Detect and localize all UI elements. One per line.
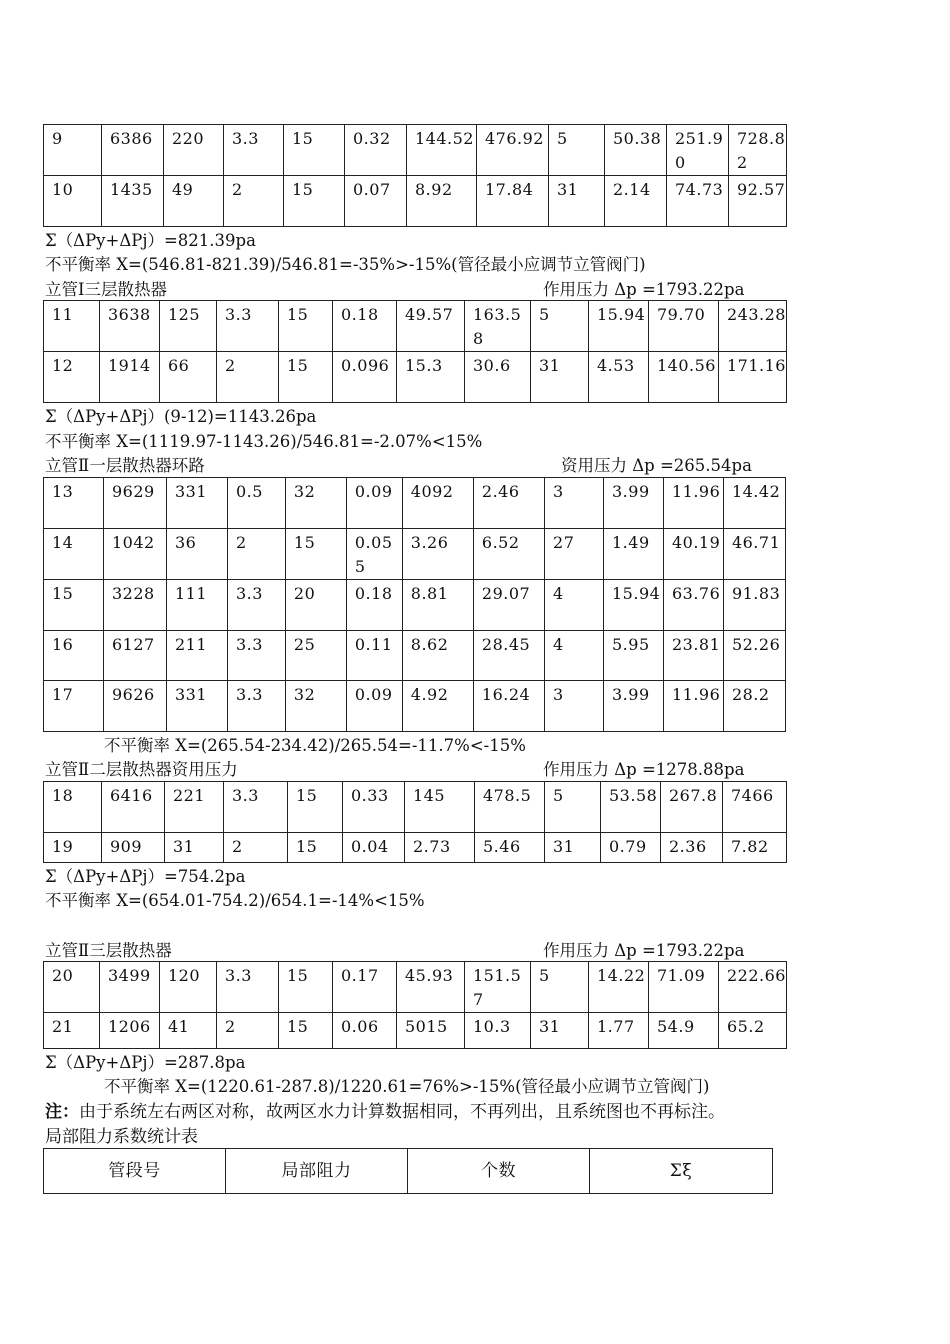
table-body	[44, 962, 787, 1049]
table-cell: 0.09	[346, 478, 402, 529]
table-cell: 7.82	[723, 833, 787, 863]
note-line	[45, 1101, 725, 1123]
table-cell: 476.92	[477, 125, 549, 176]
section-pressure-5: 作用压力 Δp =1793.22pa	[543, 941, 745, 960]
table-cell: 3.3	[224, 782, 288, 833]
section-title-2: 立管Ⅰ三层散热器	[45, 280, 168, 299]
table-cell: 52.26	[723, 631, 785, 681]
table-cell: 30.6	[465, 352, 531, 403]
table-cell: 8.62	[402, 631, 473, 681]
header-local-resistance: 局部阻力	[226, 1149, 408, 1194]
table-cell: 10	[44, 176, 102, 227]
table-cell: 3.3	[224, 125, 284, 176]
table-cell: 140.56	[649, 352, 719, 403]
table-cell: 3	[545, 478, 604, 529]
table-cell: 14	[44, 529, 104, 580]
table-cell: 11.96	[663, 478, 723, 529]
table-cell: 171.16	[719, 352, 787, 403]
table-cell: 4	[545, 631, 604, 681]
table-cell: 3	[545, 681, 604, 732]
table-cell: 151.57	[465, 962, 531, 1013]
table-cell: 2.36	[661, 833, 723, 863]
table-cell: 18	[44, 782, 102, 833]
table-cell: 2.46	[473, 478, 544, 529]
table-cell: 0.33	[343, 782, 405, 833]
table-cell: 11.96	[663, 681, 723, 732]
table-cell: 31	[531, 1013, 589, 1049]
table-cell: 125	[160, 301, 217, 352]
table-cell: 31	[545, 833, 601, 863]
table-cell: 0.09	[346, 681, 402, 732]
section-pressure-4: 作用压力 Δp =1278.88pa	[543, 760, 745, 779]
table-cell: 46.71	[723, 529, 785, 580]
table-cell: 23.81	[663, 631, 723, 681]
table-cell: 5015	[397, 1013, 465, 1049]
section-title-4: 立管Ⅱ二层散热器资用压力	[45, 760, 238, 779]
table-cell: 15.94	[589, 301, 649, 352]
table-row	[44, 833, 787, 863]
table-cell: 4	[545, 580, 604, 631]
table-cell: 1.49	[604, 529, 664, 580]
table-cell: 6127	[103, 631, 166, 681]
table-cell: 2.14	[605, 176, 667, 227]
table-cell: 6386	[102, 125, 164, 176]
table-cell: 5	[549, 125, 605, 176]
table-cell: 3.26	[402, 529, 473, 580]
table-cell: 7466	[723, 782, 787, 833]
unbalance-line-1: 不平衡率 X=(546.81-821.39)/546.81=-35%>-15%(管径最小应调节立管阀门)	[45, 255, 646, 274]
table-cell: 221	[165, 782, 224, 833]
table-row	[44, 681, 786, 732]
table-cell: 0.5	[227, 478, 285, 529]
table-cell: 15	[279, 352, 333, 403]
table-cell: 63.76	[663, 580, 723, 631]
table-body	[44, 782, 787, 863]
table-cell: 3638	[100, 301, 160, 352]
table-cell: 40.19	[663, 529, 723, 580]
table-cell: 71.09	[649, 962, 719, 1013]
table-cell: 3228	[103, 580, 166, 631]
header-count: 个数	[408, 1149, 590, 1194]
calc-table-1	[43, 124, 787, 227]
table-cell: 0.79	[601, 833, 661, 863]
table-cell: 29.07	[473, 580, 544, 631]
table-cell: 909	[102, 833, 165, 863]
calc-table-5	[43, 961, 787, 1049]
table-cell: 17.84	[477, 176, 549, 227]
table-cell: 20	[44, 962, 100, 1013]
note-label: 注：	[45, 1102, 79, 1122]
table-cell: 15	[279, 962, 333, 1013]
table-cell: 15	[279, 1013, 333, 1049]
table-cell: 8.81	[402, 580, 473, 631]
table-row	[44, 631, 786, 681]
table-cell: 251.90	[667, 125, 729, 176]
table-row	[44, 1013, 787, 1049]
sum-line-4: Σ（ΔPy+ΔPj）=754.2pa	[45, 867, 246, 886]
table-cell: 4.92	[402, 681, 473, 732]
table-cell: 74.73	[667, 176, 729, 227]
table-cell: 15	[285, 529, 346, 580]
table-row	[44, 352, 787, 403]
table-cell: 222.66	[719, 962, 787, 1013]
table6-title: 局部阻力系数统计表	[45, 1127, 198, 1147]
table-cell: 3499	[100, 962, 160, 1013]
table-cell: 15	[284, 125, 345, 176]
table-cell: 12	[44, 352, 100, 403]
sum-line-5: Σ（ΔPy+ΔPj）=287.8pa	[45, 1053, 246, 1072]
table-cell: 331	[166, 478, 227, 529]
table-cell: 15	[44, 580, 104, 631]
table-cell: 331	[166, 681, 227, 732]
unbalance-line-5: 不平衡率 X=(1220.61-287.8)/1220.61=76%>-15%(管径最小应调节立管阀门)	[104, 1077, 710, 1096]
table-cell: 243.28	[719, 301, 787, 352]
table-cell: 9626	[103, 681, 166, 732]
table-row	[44, 301, 787, 352]
table-cell: 21	[44, 1013, 100, 1049]
table-cell: 28.45	[473, 631, 544, 681]
table-cell: 19	[44, 833, 102, 863]
table-cell: 145	[405, 782, 475, 833]
table-cell: 0.055	[346, 529, 402, 580]
header-segment-no: 管段号	[44, 1149, 226, 1194]
table-cell: 65.2	[719, 1013, 787, 1049]
table-cell: 5	[545, 782, 601, 833]
sum-line-1: Σ（ΔPy+ΔPj）=821.39pa	[45, 231, 256, 250]
table-cell: 2	[224, 833, 288, 863]
table-cell: 2	[217, 1013, 279, 1049]
table-cell: 32	[285, 681, 346, 732]
table-row	[44, 580, 786, 631]
table-cell: 1042	[103, 529, 166, 580]
table-cell: 53.58	[601, 782, 661, 833]
table-cell: 0.06	[333, 1013, 397, 1049]
table-row	[44, 125, 787, 176]
table-cell: 9	[44, 125, 102, 176]
calc-table-3	[43, 477, 786, 732]
table-cell: 5	[531, 301, 589, 352]
table-cell: 728.82	[729, 125, 787, 176]
table-cell: 144.52	[407, 125, 477, 176]
table-cell: 0.18	[346, 580, 402, 631]
table-cell: 13	[44, 478, 104, 529]
table-cell: 31	[165, 833, 224, 863]
section-title-3: 立管Ⅱ一层散热器环路	[45, 456, 205, 475]
calc-table-2	[43, 300, 787, 403]
table-cell: 5.95	[604, 631, 664, 681]
table-cell: 5	[531, 962, 589, 1013]
table-cell: 15	[288, 782, 343, 833]
section-pressure-2: 作用压力 Δp =1793.22pa	[543, 280, 745, 299]
table-cell: 120	[160, 962, 217, 1013]
table-cell: 0.11	[346, 631, 402, 681]
table-cell: 66	[160, 352, 217, 403]
table-body	[44, 478, 786, 732]
table-cell: 1914	[100, 352, 160, 403]
table-cell: 3.3	[217, 301, 279, 352]
table-cell: 3.3	[227, 681, 285, 732]
table-cell: 15	[288, 833, 343, 863]
table-cell: 1.77	[589, 1013, 649, 1049]
table-cell: 3.99	[604, 681, 664, 732]
table-cell: 14.22	[589, 962, 649, 1013]
table-cell: 6416	[102, 782, 165, 833]
table-cell: 36	[166, 529, 227, 580]
table-cell: 6.52	[473, 529, 544, 580]
table-cell: 478.5	[475, 782, 545, 833]
table-row	[44, 529, 786, 580]
table-cell: 0.04	[343, 833, 405, 863]
table-cell: 32	[285, 478, 346, 529]
table-cell: 2	[227, 529, 285, 580]
table-cell: 1435	[102, 176, 164, 227]
table-cell: 45.93	[397, 962, 465, 1013]
table-cell: 163.58	[465, 301, 531, 352]
table-cell: 25	[285, 631, 346, 681]
table-body	[44, 125, 787, 227]
table-cell: 2.73	[405, 833, 475, 863]
sum-line-2: Σ（ΔPy+ΔPj）(9-12)=1143.26pa	[45, 407, 317, 426]
table-cell: 50.38	[605, 125, 667, 176]
table-cell: 16	[44, 631, 104, 681]
table-cell: 54.9	[649, 1013, 719, 1049]
unbalance-line-2: 不平衡率 X=(1119.97-1143.26)/546.81=-2.07%<15%	[45, 432, 483, 451]
table-cell: 4.53	[589, 352, 649, 403]
table-cell: 267.8	[661, 782, 723, 833]
table-cell: 0.32	[345, 125, 407, 176]
note-text: 由于系统左右两区对称，故两区水力计算数据相同，不再列出，且系统图也不再标注。	[79, 1102, 725, 1122]
table-cell: 41	[160, 1013, 217, 1049]
table-cell: 28.2	[723, 681, 785, 732]
section-title-5: 立管Ⅱ三层散热器	[45, 941, 172, 960]
table-cell: 49	[164, 176, 224, 227]
table-cell: 2	[217, 352, 279, 403]
table-cell: 4092	[402, 478, 473, 529]
table-cell: 9629	[103, 478, 166, 529]
table-cell: 31	[549, 176, 605, 227]
table-cell: 1206	[100, 1013, 160, 1049]
table-cell: 0.17	[333, 962, 397, 1013]
table-cell: 3.99	[604, 478, 664, 529]
table-cell: 111	[166, 580, 227, 631]
header-sum-xi: Σξ	[590, 1149, 773, 1194]
unbalance-line-3: 不平衡率 X=(265.54-234.42)/265.54=-11.7%<-15%	[104, 736, 526, 755]
table-cell: 15.94	[604, 580, 664, 631]
table-cell: 14.42	[723, 478, 785, 529]
table-row	[44, 782, 787, 833]
table-cell: 5.46	[475, 833, 545, 863]
table-cell: 8.92	[407, 176, 477, 227]
table-cell: 11	[44, 301, 100, 352]
table-cell: 15.3	[397, 352, 465, 403]
table-cell: 20	[285, 580, 346, 631]
table-cell: 92.57	[729, 176, 787, 227]
table-cell: 0.096	[333, 352, 397, 403]
table-row	[44, 176, 787, 227]
table-cell: 3.3	[227, 580, 285, 631]
resistance-stats-table	[43, 1148, 773, 1194]
table-cell: 91.83	[723, 580, 785, 631]
table-cell: 3.3	[227, 631, 285, 681]
table-row	[44, 478, 786, 529]
table-cell: 27	[545, 529, 604, 580]
table-cell: 220	[164, 125, 224, 176]
table-cell: 2	[224, 176, 284, 227]
table-cell: 79.70	[649, 301, 719, 352]
section-pressure-3: 资用压力 Δp =265.54pa	[561, 456, 752, 475]
table-row	[44, 962, 787, 1013]
table-cell: 10.3	[465, 1013, 531, 1049]
table-cell: 15	[279, 301, 333, 352]
table-cell: 15	[284, 176, 345, 227]
table-cell: 211	[166, 631, 227, 681]
table-cell: 0.18	[333, 301, 397, 352]
table-cell: 31	[531, 352, 589, 403]
unbalance-line-4: 不平衡率 X=(654.01-754.2)/654.1=-14%<15%	[45, 891, 425, 910]
table-cell: 49.57	[397, 301, 465, 352]
calc-table-4	[43, 781, 787, 863]
table-cell: 0.07	[345, 176, 407, 227]
table-cell: 3.3	[217, 962, 279, 1013]
table-body	[44, 301, 787, 403]
table-cell: 16.24	[473, 681, 544, 732]
table-cell: 17	[44, 681, 104, 732]
